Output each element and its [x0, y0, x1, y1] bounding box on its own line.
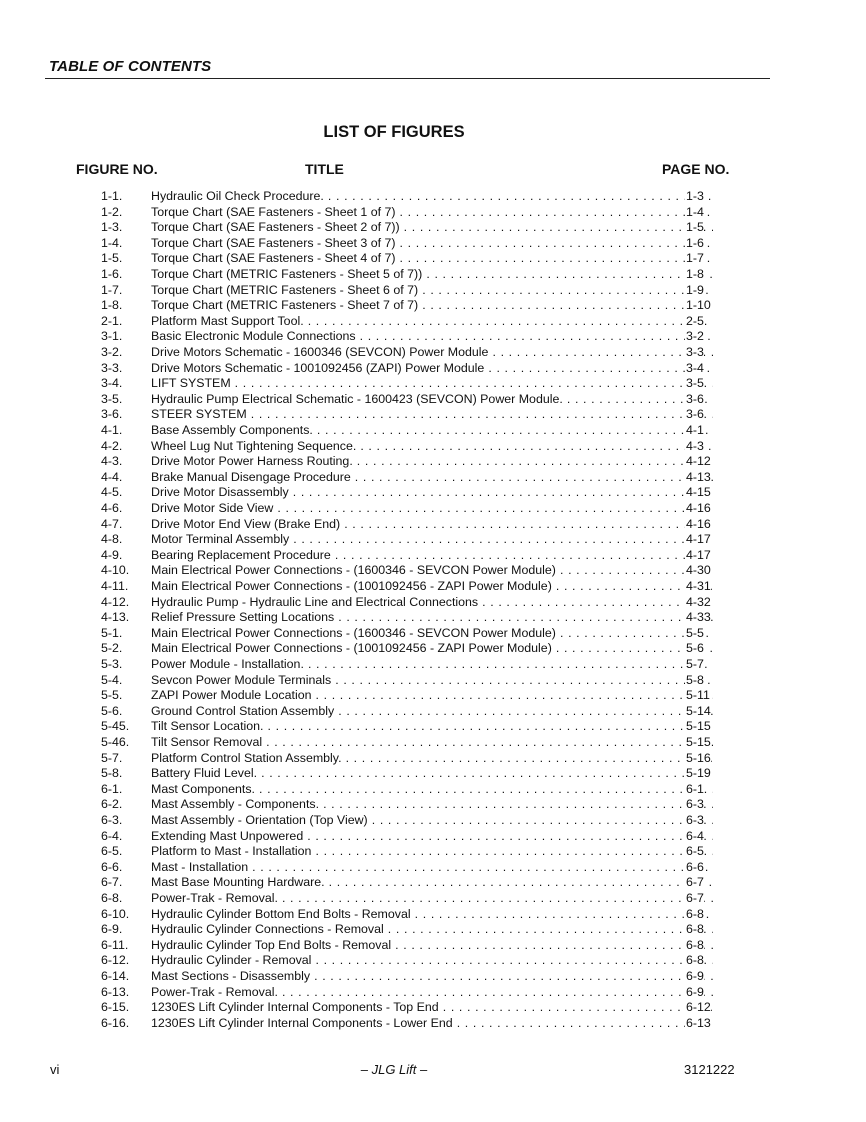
- figure-list-item[interactable]: [0, 595, 866, 611]
- figure-title-text: Mast Assembly - Components.: [151, 797, 320, 812]
- figure-list-item[interactable]: [0, 938, 866, 954]
- figure-list-item[interactable]: [0, 985, 866, 1001]
- figure-page-number: 1-7: [686, 251, 704, 266]
- figure-list-item[interactable]: [0, 1016, 866, 1032]
- figure-title: [151, 298, 713, 314]
- figure-list-item[interactable]: [0, 361, 866, 377]
- figure-list-item[interactable]: [0, 1000, 866, 1016]
- figure-number: 1-6.: [101, 267, 123, 281]
- figure-page-number: 5-15: [686, 719, 711, 734]
- figure-title-text: Hydraulic Oil Check Procedure.: [151, 189, 324, 203]
- figure-title-text: Drive Motors Schematic - 1600346 (SEVCON) Power Module: [151, 345, 489, 359]
- figure-list-item[interactable]: [0, 875, 866, 891]
- figure-number: 3-3.: [101, 360, 123, 375]
- column-header-figure-no: FIGURE NO.: [76, 161, 158, 177]
- figure-title: [151, 423, 713, 439]
- figure-list-item[interactable]: [0, 454, 866, 470]
- figure-number: 6-8.: [101, 891, 123, 905]
- footer-publisher: – JLG Lift –: [360, 1062, 428, 1077]
- figure-list-item[interactable]: [0, 392, 866, 408]
- figure-page-number: 1-5: [686, 220, 704, 235]
- figure-page-number: 4-15: [686, 485, 711, 500]
- figure-number: 5-45.: [101, 719, 130, 734]
- figure-page-number: 6-9: [686, 969, 704, 983]
- figure-list-item[interactable]: [0, 189, 866, 205]
- figure-title-text: Platform Control Station Assembly.: [151, 750, 342, 765]
- figure-list-item[interactable]: [0, 376, 866, 392]
- figure-title: [151, 922, 713, 938]
- column-header-title: TITLE: [305, 161, 344, 177]
- figure-page-number: 4-12: [686, 454, 711, 469]
- figure-number: 6-7.: [101, 875, 123, 890]
- figure-number: 6-15.: [101, 1000, 130, 1015]
- figure-page-number: 6-7: [686, 875, 704, 890]
- figure-list-item[interactable]: [0, 782, 866, 798]
- figure-page-number: 6-8: [686, 937, 704, 952]
- figure-title-text: Relief Pressure Setting Locations: [151, 610, 335, 625]
- figure-title: [151, 439, 713, 455]
- figure-number: 4-12.: [101, 594, 130, 609]
- figure-title: [151, 345, 713, 361]
- figure-number: 1-7.: [101, 282, 123, 297]
- figure-number: 5-4.: [101, 672, 123, 687]
- figure-number: 5-2.: [101, 641, 123, 656]
- figure-page-number: 1-3: [686, 189, 704, 203]
- figure-list-item[interactable]: [0, 298, 866, 314]
- figure-list-item[interactable]: [0, 470, 866, 486]
- figure-page-number: 4-13: [686, 469, 711, 484]
- figure-page-number: 6-6: [686, 859, 704, 874]
- figure-title: [151, 782, 713, 798]
- figure-title: [151, 797, 713, 813]
- figure-title: [151, 626, 713, 642]
- figure-page-number: 3-5: [686, 376, 704, 391]
- figure-title: [151, 891, 713, 907]
- figure-number: 4-2.: [101, 438, 123, 453]
- figure-title-text: Platform to Mast - Installation: [151, 844, 312, 859]
- figure-page-number: 3-4: [686, 360, 704, 375]
- figure-page-number: 6-8: [686, 922, 704, 937]
- figure-list-item[interactable]: [0, 844, 866, 860]
- figure-title: [151, 610, 713, 626]
- figure-number: 5-8.: [101, 766, 123, 781]
- figure-title-text: Torque Chart (METRIC Fasteners - Sheet 6 of 7): [151, 282, 419, 297]
- figure-title-text: ZAPI Power Module Location: [151, 688, 312, 703]
- figure-title-text: Power Module - Installation.: [151, 657, 304, 671]
- figure-number: 5-5.: [101, 688, 123, 703]
- figure-title-text: Brake Manual Disengage Procedure: [151, 469, 351, 484]
- figure-page-number: 5-19: [686, 766, 711, 781]
- figure-title-text: Hydraulic Cylinder Bottom End Bolts - Removal: [151, 906, 411, 921]
- figure-list-item[interactable]: [0, 563, 866, 579]
- figure-title-text: Torque Chart (SAE Fasteners - Sheet 4 of 7): [151, 251, 396, 266]
- figure-title: [151, 329, 713, 345]
- figure-number: 1-4.: [101, 235, 123, 250]
- figure-list-item[interactable]: [0, 766, 866, 782]
- figure-title: [151, 314, 713, 330]
- figure-list-item[interactable]: [0, 891, 866, 907]
- figure-title-text: Torque Chart (SAE Fasteners - Sheet 1 of 7): [151, 204, 396, 219]
- figure-title-text: Main Electrical Power Connections - (1001092456 - ZAPI Power Module): [151, 579, 552, 593]
- figure-number: 4-5.: [101, 485, 123, 500]
- figure-number: 3-6.: [101, 407, 123, 422]
- figure-page-number: 6-3: [686, 797, 704, 812]
- figure-number: 3-1.: [101, 329, 123, 344]
- figure-title-text: Mast Base Mounting Hardware.: [151, 875, 325, 890]
- figure-page-number: 4-1: [686, 423, 704, 437]
- figure-title: [151, 454, 713, 470]
- figure-title-text: Hydraulic Cylinder - Removal: [151, 953, 312, 968]
- figure-list-item[interactable]: [0, 548, 866, 564]
- figure-list-item[interactable]: [0, 688, 866, 704]
- figure-page-number: 1-6: [686, 235, 704, 250]
- figure-title-text: Hydraulic Cylinder Connections - Removal: [151, 922, 384, 937]
- figure-page-number: 6-3: [686, 813, 704, 827]
- figure-list-item[interactable]: [0, 485, 866, 501]
- figure-number: 6-5.: [101, 844, 123, 859]
- figure-list-item[interactable]: [0, 220, 866, 236]
- header-divider: [45, 78, 770, 79]
- figure-page-number: 5-14: [686, 703, 711, 718]
- figure-title-text: Extending Mast Unpowered: [151, 828, 304, 843]
- figure-list-item[interactable]: [0, 345, 866, 361]
- figure-list-item[interactable]: [0, 423, 866, 439]
- figure-title: [151, 735, 713, 751]
- figure-page-number: 5-16: [686, 750, 711, 765]
- figure-title-text: Power-Trak - Removal.: [151, 984, 278, 999]
- figure-title: [151, 985, 713, 1001]
- figure-number: 4-10.: [101, 563, 130, 578]
- figure-title: [151, 766, 713, 782]
- figure-title-text: Wheel Lug Nut Tightening Sequence.: [151, 438, 357, 453]
- figure-page-number: 5-7: [686, 657, 704, 671]
- figure-number: 6-2.: [101, 797, 123, 812]
- figure-page-number: 5-15: [686, 735, 711, 749]
- figure-title: [151, 236, 713, 252]
- figure-number: 2-1.: [101, 313, 123, 328]
- figure-number: 3-2.: [101, 345, 123, 359]
- figure-page-number: 5-5: [686, 625, 704, 640]
- figure-number: 5-6.: [101, 703, 123, 718]
- figure-title-text: Drive Motor Disassembly: [151, 485, 289, 500]
- figure-page-number: 6-13: [686, 1015, 711, 1030]
- figure-number: 1-5.: [101, 251, 123, 266]
- figure-page-number: 3-6: [686, 407, 704, 422]
- figure-list-item[interactable]: [0, 969, 866, 985]
- figure-title-text: Mast Components.: [151, 781, 255, 796]
- figure-page-number: 3-2: [686, 329, 704, 344]
- figure-title-text: 1230ES Lift Cylinder Internal Components - Top End: [151, 1000, 439, 1015]
- figure-title: [151, 907, 713, 923]
- figure-number: 4-6.: [101, 501, 123, 515]
- figure-number: 1-8.: [101, 298, 123, 313]
- figure-title-text: Platform Mast Support Tool.: [151, 313, 304, 328]
- figure-title: [151, 860, 713, 876]
- figure-page-number: 6-7: [686, 891, 704, 905]
- figure-list-item[interactable]: [0, 314, 866, 330]
- figure-list-item[interactable]: [0, 236, 866, 252]
- figure-number: 6-1.: [101, 781, 123, 796]
- figure-list-item[interactable]: [0, 610, 866, 626]
- figure-list-item[interactable]: [0, 626, 866, 642]
- figure-list-item[interactable]: [0, 829, 866, 845]
- figure-number: 4-4.: [101, 469, 123, 484]
- figure-title-text: Drive Motor Side View: [151, 501, 274, 515]
- figure-page-number: 4-16: [686, 501, 711, 515]
- figure-title: [151, 657, 713, 673]
- figure-number: 6-6.: [101, 859, 123, 874]
- figure-page-number: 4-33: [686, 610, 711, 625]
- figure-title-text: Hydraulic Pump - Hydraulic Line and Electrical Connections: [151, 594, 479, 609]
- column-header-page-no: PAGE NO.: [662, 161, 730, 177]
- figure-page-number: 6-9: [686, 984, 704, 999]
- figure-list-item[interactable]: [0, 797, 866, 813]
- figure-title: [151, 688, 713, 704]
- figure-list-item[interactable]: [0, 407, 866, 423]
- figure-page-number: 1-10: [686, 298, 711, 313]
- figure-page-number: 4-30: [686, 563, 711, 578]
- figure-title-text: Main Electrical Power Connections - (1600346 - SEVCON Power Module): [151, 563, 556, 578]
- figure-title-text: Base Assembly Components.: [151, 423, 313, 437]
- figure-page-number: 4-17: [686, 547, 711, 562]
- figure-number: 3-4.: [101, 376, 123, 391]
- figure-number: 4-8.: [101, 532, 123, 547]
- figure-list-item[interactable]: [0, 251, 866, 267]
- figure-page-number: 5-6: [686, 641, 704, 656]
- figure-title-text: Drive Motors Schematic - 1001092456 (ZAPI) Power Module: [151, 360, 485, 375]
- figure-title-text: Sevcon Power Module Terminals: [151, 672, 332, 687]
- figure-page-number: 3-3: [686, 345, 704, 359]
- figure-number: 4-11.: [101, 579, 129, 593]
- figure-page-number: 4-16: [686, 516, 711, 531]
- figure-title: [151, 844, 713, 860]
- figure-title: [151, 829, 713, 845]
- figure-list-item[interactable]: [0, 907, 866, 923]
- figure-title-text: STEER SYSTEM: [151, 407, 247, 422]
- figure-title-text: Basic Electronic Module Connections: [151, 329, 356, 344]
- figure-number: 6-13.: [101, 984, 130, 999]
- figure-title: [151, 641, 713, 657]
- figure-title: [151, 205, 713, 221]
- figure-page-number: 4-17: [686, 532, 711, 547]
- figure-number: 5-1.: [101, 625, 123, 640]
- figure-title: [151, 751, 713, 767]
- figure-number: 1-2.: [101, 204, 123, 219]
- figure-list-item[interactable]: [0, 813, 866, 829]
- figure-title: [151, 719, 713, 735]
- figure-title: [151, 563, 713, 579]
- figure-title-text: Torque Chart (METRIC Fasteners - Sheet 7 of 7): [151, 298, 419, 313]
- figure-list-item[interactable]: [0, 860, 866, 876]
- figure-title: [151, 485, 713, 501]
- figure-title-text: Bearing Replacement Procedure: [151, 547, 331, 562]
- figure-title-text: 1230ES Lift Cylinder Internal Components - Lower End: [151, 1015, 453, 1030]
- figure-title: [151, 361, 713, 377]
- figure-title: [151, 1016, 713, 1032]
- figure-number: 5-7.: [101, 750, 123, 765]
- figure-list-item[interactable]: [0, 267, 866, 283]
- figure-list-item[interactable]: [0, 517, 866, 533]
- figure-list-item[interactable]: [0, 704, 866, 720]
- figure-title: [151, 938, 713, 954]
- figure-title-text: Tilt Sensor Location.: [151, 719, 264, 734]
- figure-title-text: Tilt Sensor Removal: [151, 735, 263, 749]
- figure-page-number: 6-1: [686, 781, 704, 796]
- figure-number: 4-1.: [101, 423, 123, 437]
- figure-number: 6-4.: [101, 828, 123, 843]
- figure-title: [151, 283, 713, 299]
- figure-page-number: 1-9: [686, 282, 704, 297]
- figure-number: 1-3.: [101, 220, 123, 235]
- figure-page-number: 4-32: [686, 594, 711, 609]
- figure-title-text: Motor Terminal Assembly: [151, 532, 290, 547]
- figure-number: 4-3.: [101, 454, 123, 469]
- figure-title: [151, 501, 713, 517]
- figure-title-text: Mast - Installation: [151, 859, 249, 874]
- figure-number: 6-11.: [101, 937, 129, 952]
- figure-page-number: 1-8: [686, 267, 704, 281]
- figure-title: [151, 813, 713, 829]
- figure-title-text: Main Electrical Power Connections - (1600346 - SEVCON Power Module): [151, 625, 556, 640]
- section-header-title: TABLE OF CONTENTS: [49, 58, 212, 75]
- figure-page-number: 6-5: [686, 844, 704, 859]
- figure-page-number: 6-8: [686, 906, 704, 921]
- figure-list-item[interactable]: [0, 922, 866, 938]
- figure-number: 6-16.: [101, 1015, 130, 1030]
- figure-number: 5-46.: [101, 735, 130, 749]
- figure-page-number: 6-12: [686, 1000, 711, 1015]
- figure-page-number: 4-3: [686, 438, 704, 453]
- figure-title: [151, 532, 713, 548]
- figure-number: 6-12.: [101, 953, 130, 968]
- figure-list-item[interactable]: [0, 657, 866, 673]
- figure-title: [151, 875, 713, 891]
- figure-title: [151, 1000, 713, 1016]
- figure-list-item[interactable]: [0, 953, 866, 969]
- figure-title: [151, 953, 713, 969]
- figure-number: 5-3.: [101, 657, 123, 671]
- figure-title-text: Power-Trak - Removal.: [151, 891, 278, 905]
- figure-title-text: Drive Motor End View (Brake End): [151, 516, 341, 531]
- figure-title-text: Drive Motor Power Harness Routing.: [151, 454, 353, 469]
- figure-page-number: 4-31: [686, 579, 711, 593]
- figure-title-text: Ground Control Station Assembly: [151, 703, 335, 718]
- figure-title: [151, 969, 713, 985]
- figure-title: [151, 548, 713, 564]
- figure-title-text: Hydraulic Cylinder Top End Bolts - Removal: [151, 937, 392, 952]
- figure-title-text: Main Electrical Power Connections - (1001092456 - ZAPI Power Module): [151, 641, 552, 656]
- figure-list-item[interactable]: [0, 329, 866, 345]
- figure-number: 6-10.: [101, 906, 130, 921]
- figure-title-text: Torque Chart (SAE Fasteners - Sheet 2 of 7)): [151, 220, 400, 235]
- figure-page-number: 6-8: [686, 953, 704, 968]
- figure-list-item[interactable]: [0, 501, 866, 517]
- figure-number: 6-9.: [101, 922, 123, 937]
- figure-page-number: 2-5: [686, 313, 704, 328]
- figure-number: 6-14.: [101, 969, 130, 983]
- figure-title-text: Mast Sections - Disassembly: [151, 969, 311, 983]
- figure-title: [151, 251, 713, 267]
- figure-list-item[interactable]: [0, 719, 866, 735]
- figure-number: 4-13.: [101, 610, 130, 625]
- figure-list-item[interactable]: [0, 735, 866, 751]
- figure-title: [151, 407, 713, 423]
- figure-title: [151, 517, 713, 533]
- figure-title: [151, 220, 713, 236]
- figure-title: [151, 189, 713, 205]
- figure-list-item[interactable]: [0, 439, 866, 455]
- figure-list-item[interactable]: [0, 579, 866, 595]
- figure-title: [151, 267, 713, 283]
- figure-title-text: Battery Fluid Level.: [151, 766, 258, 781]
- footer-page-number: vi: [50, 1062, 60, 1077]
- figure-title-text: LIFT SYSTEM: [151, 376, 231, 391]
- figure-number: 4-9.: [101, 547, 123, 562]
- figure-page-number: 3-6: [686, 391, 704, 406]
- page-title: LIST OF FIGURES: [323, 123, 465, 141]
- figure-list-item[interactable]: [0, 205, 866, 221]
- figure-list-item[interactable]: [0, 641, 866, 657]
- figure-title-text: Torque Chart (SAE Fasteners - Sheet 3 of 7): [151, 235, 396, 250]
- figure-page-number: 5-8: [686, 672, 704, 687]
- figure-number: 6-3.: [101, 813, 123, 827]
- figure-title: [151, 376, 713, 392]
- figure-title: [151, 470, 713, 486]
- figure-title: [151, 673, 713, 689]
- figure-number: 4-7.: [101, 516, 123, 531]
- figure-title: [151, 704, 713, 720]
- figure-title: [151, 595, 713, 611]
- footer-document-number: 3121222: [684, 1062, 735, 1077]
- figure-list-item[interactable]: [0, 283, 866, 299]
- figure-list-item[interactable]: [0, 673, 866, 689]
- figure-title-text: Torque Chart (METRIC Fasteners - Sheet 5 of 7)): [151, 267, 423, 281]
- figure-list-item[interactable]: [0, 751, 866, 767]
- figure-title: [151, 579, 713, 595]
- figure-number: 3-5.: [101, 391, 123, 406]
- figure-number: 1-1.: [101, 189, 123, 203]
- figure-page-number: 6-4: [686, 828, 704, 843]
- figure-page-number: 1-4: [686, 204, 704, 219]
- figure-page-number: 5-11: [686, 688, 710, 703]
- figure-list-item[interactable]: [0, 532, 866, 548]
- figure-title: [151, 392, 713, 408]
- figure-title-text: Hydraulic Pump Electrical Schematic - 1600423 (SEVCON) Power Module.: [151, 391, 563, 406]
- figure-title-text: Mast Assembly - Orientation (Top View): [151, 813, 368, 827]
